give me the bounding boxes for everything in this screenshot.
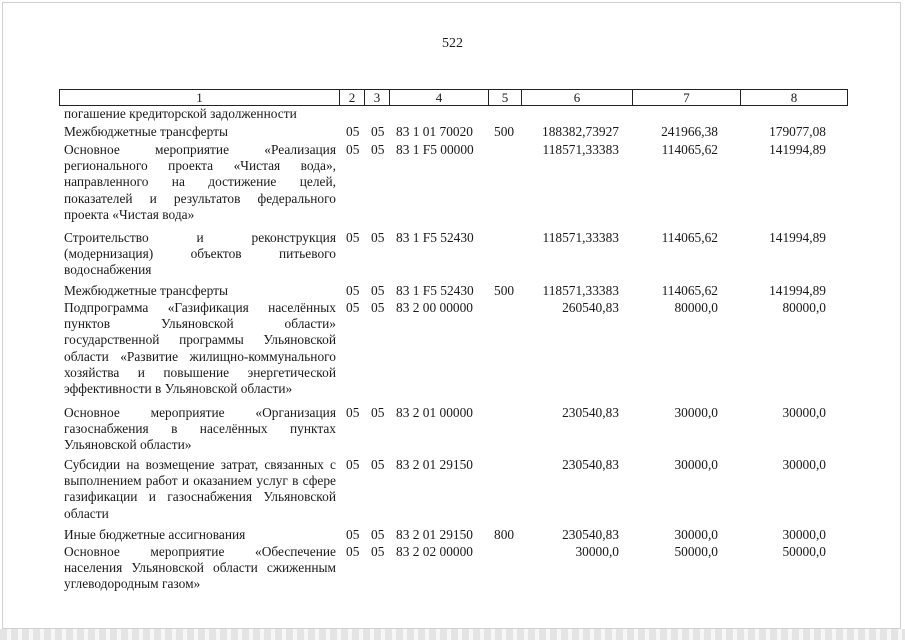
row-amount-col8: 141994,89 <box>769 283 826 298</box>
row-amount-col7: 30000,0 <box>674 405 718 420</box>
row-amount-col8: 141994,89 <box>769 230 826 245</box>
row-amount-col6: 260540,83 <box>562 300 619 315</box>
row-name: Межбюджетные трансферты <box>64 124 228 139</box>
row-target-code: 83 2 00 00000 <box>396 300 473 315</box>
row-amount-col7: 50000,0 <box>674 544 718 559</box>
row-amount-col7: 114065,62 <box>661 142 718 157</box>
row-amount-col6: 30000,0 <box>575 544 619 559</box>
header-col-5: 5 <box>488 90 521 105</box>
row-amount-col8: 30000,0 <box>782 527 826 542</box>
row-amount-col8: 141994,89 <box>769 142 826 157</box>
row-target-code: 83 1 F5 52430 <box>396 230 474 245</box>
row-subsection: 05 <box>371 544 385 559</box>
header-col-8: 8 <box>740 90 847 105</box>
header-col-2: 2 <box>339 90 364 105</box>
row-name: Межбюджетные трансферты <box>64 283 228 298</box>
row-amount-col8: 50000,0 <box>782 544 826 559</box>
row-amount-col8: 30000,0 <box>782 405 826 420</box>
row-subsection: 05 <box>371 283 385 298</box>
header-col-6: 6 <box>521 90 632 105</box>
row-name: Основное мероприятие «Реализация регионального проекта «Чистая вода», направленного на достижение целей, показателей и результатов федерального проекта «Чистая вода» <box>64 142 336 222</box>
row-amount-col6: 118571,33383 <box>542 283 619 298</box>
row-amount-col6: 118571,33383 <box>542 230 619 245</box>
page-number: 522 <box>442 36 463 51</box>
row-amount-col6: 230540,83 <box>562 527 619 542</box>
row-subsection: 05 <box>371 124 385 139</box>
row-amount-col7: 30000,0 <box>674 457 718 472</box>
row-section: 05 <box>346 124 360 139</box>
row-name: погашение кредиторской задолженности <box>64 106 297 121</box>
row-section: 05 <box>346 230 360 245</box>
row-subsection: 05 <box>371 527 385 542</box>
row-subsection: 05 <box>371 405 385 420</box>
row-subsection: 05 <box>371 457 385 472</box>
row-target-code: 83 2 01 00000 <box>396 405 473 420</box>
row-amount-col6: 230540,83 <box>562 457 619 472</box>
row-amount-col6: 230540,83 <box>562 405 619 420</box>
row-section: 05 <box>346 457 360 472</box>
row-amount-col8: 80000,0 <box>782 300 826 315</box>
row-target-code: 83 1 01 70020 <box>396 124 473 139</box>
row-name: Основное мероприятие «Обеспечение населения Ульяновской области сжиженным углеводородным газом» <box>64 544 336 592</box>
row-target-code: 83 1 F5 52430 <box>396 283 474 298</box>
scan-bottom-edge <box>0 629 905 640</box>
row-name: Иные бюджетные ассигнования <box>64 527 246 542</box>
row-amount-col8: 30000,0 <box>782 457 826 472</box>
row-target-code: 83 2 01 29150 <box>396 527 473 542</box>
row-target-code: 83 2 01 29150 <box>396 457 473 472</box>
row-section: 05 <box>346 300 360 315</box>
row-expense-type: 500 <box>494 283 515 298</box>
row-amount-col7: 114065,62 <box>661 230 718 245</box>
row-name: Основное мероприятие «Организация газоснабжения в населённых пунктах Ульяновской области» <box>64 405 336 453</box>
row-section: 05 <box>346 527 360 542</box>
row-subsection: 05 <box>371 142 385 157</box>
row-amount-col7: 80000,0 <box>674 300 718 315</box>
row-amount-col7: 30000,0 <box>674 527 718 542</box>
row-amount-col6: 118571,33383 <box>542 142 619 157</box>
row-section: 05 <box>346 405 360 420</box>
row-section: 05 <box>346 283 360 298</box>
header-col-1: 1 <box>196 90 203 105</box>
header-col-7: 7 <box>632 90 740 105</box>
row-target-code: 83 2 02 00000 <box>396 544 473 559</box>
row-amount-col7: 114065,62 <box>661 283 718 298</box>
row-name: Субсидии на возмещение затрат, связанных с выполнением работ и оказанием услуг в сфере газификации и газоснабжения Ульяновской области <box>64 457 336 521</box>
row-expense-type: 800 <box>494 527 515 542</box>
row-name: Подпрограмма «Газификация населённых пунктов Ульяновской области» государственной программы Ульяновской области «Развитие жилищно-коммунального хозяйства и повышение энергетической эффективности в Ульяновской области» <box>64 300 336 397</box>
header-col-3: 3 <box>364 90 389 105</box>
row-section: 05 <box>346 142 360 157</box>
row-amount-col6: 188382,73927 <box>542 124 619 139</box>
row-target-code: 83 1 F5 00000 <box>396 142 474 157</box>
row-expense-type: 500 <box>494 124 515 139</box>
row-subsection: 05 <box>371 300 385 315</box>
row-section: 05 <box>346 544 360 559</box>
row-amount-col8: 179077,08 <box>769 124 826 139</box>
header-col-4: 4 <box>389 90 488 105</box>
row-amount-col7: 241966,38 <box>661 124 718 139</box>
row-name: Строительство и реконструкция (модернизация) объектов питьевого водоснабжения <box>64 230 336 278</box>
row-subsection: 05 <box>371 230 385 245</box>
table-header <box>59 89 848 106</box>
